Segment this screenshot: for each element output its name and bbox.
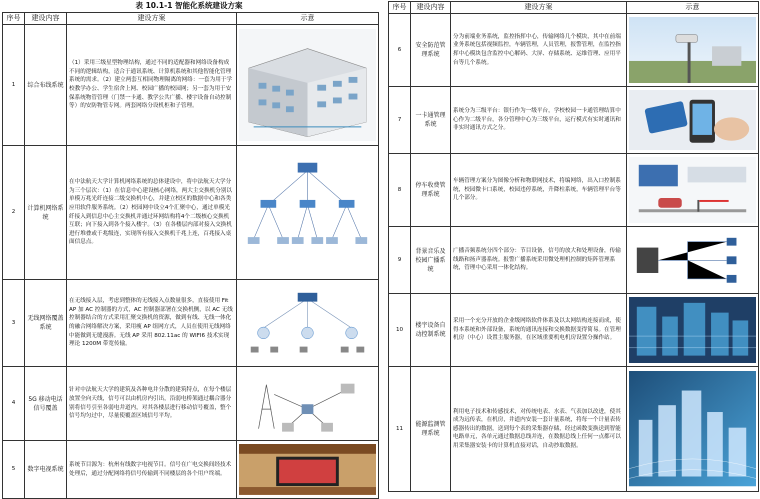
- row-desc: 针对中法航天大学的建筑及各种电井分散的建筑特点，在每个楼层放置全向天线，信号可以由机房内引出，沿弱电桥架通过耦合器分别将信号引至各弱电井道内，对其各楼层进行移动信号覆盖，整个信号均匀过中，尽量使覆盖区域信号平均。: [67, 367, 237, 441]
- row-desc: 利用电子技术和传感技术，对传统电表、水表、气表加以改进，使其成为远传表，在机房，井道内安装一套计量系统，将每一个计量表传感器传出的数据，送到每个表的采集器存储，经过函数变换送到智能电路单元，各单元通过数据总线并连，在数据总线上任何一点都可以用采集器安装卡的计算机直接对话，自动抄取数据。: [451, 367, 627, 492]
- table-row: [3, 25, 379, 146]
- mobile-signal-diagram: [237, 367, 379, 441]
- header-desc: 建设方案: [67, 13, 237, 25]
- row-desc: 在中法航天大学计算机网络系统的总体建设中，将中法航天大学分为三个层次：（1）在信息中心建设核心网络，两大主交换机分别以单模万兆光纤连接二级交换机中心，并建立校区的数据中心和各类应用软件服务系统。（2）校园网中设立4个汇聚中心，通过单模光纤接入到信息中心主交换机并通过环网结构将4个二级核心交换机互联；向下接入到各个接入楼宇。（3）在各楼层内部对接入交换机进行堆叠或千兆级连，实现所有接入交换机千兆上连，百兆接入桌面信息点。: [67, 146, 237, 280]
- card-payment-photo: [627, 87, 759, 154]
- row-desc: 采用一个充分开放的企业级网络软件体系及以太网结构连接而成，使得本系统和外部设备，系统的通讯连接和交换数据变得简易。在管理机房（中心）设置主服务器，在区域重要机电机房设置分操作站。: [451, 294, 627, 367]
- row-name: 背景音乐及校园广播系统: [411, 227, 451, 294]
- row-desc: 广播音频系统分四个部分：节目设备，信号的放大和处理设备，传输线路和扬声器系统。报警广播系统采用微处理机控制的矩阵管理系统，管理中心采用一体化结构。: [451, 227, 627, 294]
- header-seq: 序号: [3, 13, 25, 25]
- row-seq: 2: [3, 146, 25, 280]
- row-name: 停车收费管理系统: [411, 154, 451, 227]
- row-name: 能源监测管理系统: [411, 367, 451, 492]
- row-desc: 在无线接入层，考虑到整体的无线接入点数量很多，直接使用 Fit AP 加 AC 控制器的方式，AC 控制器部署在交换机侧，以 AC 无线控制器结合的方式采用汇聚交换机的资源，做到有线、无线一体化的融合网络解决方案，采用瘦 AP 组网方式，人员在使用无线网络中能做到无缝漫游。无线 AP 采用 802.11ac 的 WIFI6 技术实现理论 1200M 带宽传输。: [67, 280, 237, 367]
- table-row: [389, 367, 759, 492]
- row-name: 数字电视系统: [25, 441, 67, 499]
- row-desc: （1）采用三级星型物理结构，通过不同的适配器和网络设备构成不同的逻辑结构，适合于通讯系统、计算机系统和其他智能化管理系统的需求。（2）建立两套互相同物理隔离的网络：一套为用于学校教学办公、学生宿舍上网、校园广播的校园网；另一套为用于安保系统物管管理（门禁一卡通、教学公共广播、楼宇设备自动控制等）的安防物管专网。两套网络分设机柜和子管理。: [67, 25, 237, 146]
- row-desc: 车辆管理方案分为图像分析和物联网技术，将编网络，出入口控制系统，校园微卡口系统，校园违停系统，升降柱系统，车辆管理平台等几个部分。: [451, 154, 627, 227]
- security-camera-photo: [627, 14, 759, 87]
- header-row: [3, 13, 379, 25]
- row-name: 楼宇设备自动控制系统: [411, 294, 451, 367]
- network-topology-diagram: [237, 146, 379, 280]
- row-seq: 7: [389, 87, 411, 154]
- row-seq: 6: [389, 14, 411, 87]
- row-seq: 10: [389, 294, 411, 367]
- row-name: 5G 移动电话信号覆盖: [25, 367, 67, 441]
- header-image: 示意: [627, 2, 759, 14]
- building-automation-diagram: [627, 294, 759, 367]
- table-row: [3, 280, 379, 367]
- table-row: [389, 14, 759, 87]
- header-name: 建设内容: [411, 2, 451, 14]
- table-row: [3, 367, 379, 441]
- header-desc: 建设方案: [451, 2, 627, 14]
- row-seq: 3: [3, 280, 25, 367]
- row-seq: 8: [389, 154, 411, 227]
- tv-hall-photo: [237, 441, 379, 499]
- parking-system-diagram: [627, 154, 759, 227]
- left-table: [2, 12, 379, 499]
- table-caption: 表 10.1-1 智能化系统建设方案: [135, 1, 243, 10]
- header-image: 示意: [237, 13, 379, 25]
- row-seq: 11: [389, 367, 411, 492]
- row-name: 一卡通管理系统: [411, 87, 451, 154]
- row-desc: 分为前端业务系统，监控指挥中心，传输网络几个模块，其中在前端业务系统包括视频监控，车辆管理，人员管理，报警管理，在监控指挥中心模块包含监控中心解码、大屏、存储系统、运维管理、应用平台等几个系统。: [451, 14, 627, 87]
- table-row: [3, 441, 379, 499]
- row-seq: 9: [389, 227, 411, 294]
- row-desc: 系统分为三级平台：银行作为一级平台，学校校园一卡通管理结算中心作为二级平台，各分管理中心为三级平台，运行模式有实时通讯和非实时通讯方式之分。: [451, 87, 627, 154]
- row-name: 计算机网络系统: [25, 146, 67, 280]
- header-name: 建设内容: [25, 13, 67, 25]
- header-row: [389, 2, 759, 14]
- table-row: [389, 154, 759, 227]
- broadcast-system-diagram: [627, 227, 759, 294]
- header-seq: 序号: [389, 2, 411, 14]
- row-seq: 4: [3, 367, 25, 441]
- row-desc: 系统节目源为：杭州有线数字电视节目。信号在广电交换间经技术处理后，通过分配网络将信号传输到不同楼层的各个用户终端。: [67, 441, 237, 499]
- right-table: [388, 1, 759, 492]
- row-seq: 5: [3, 441, 25, 499]
- row-seq: 1: [3, 25, 25, 146]
- table-row: [389, 227, 759, 294]
- table-row: [3, 146, 379, 280]
- table-row: [389, 87, 759, 154]
- row-name: 安全防范管理系统: [411, 14, 451, 87]
- table-row: [389, 294, 759, 367]
- row-name: 综合布线系统: [25, 25, 67, 146]
- building-cabling-illustration: [237, 25, 379, 146]
- wireless-network-diagram: [237, 280, 379, 367]
- energy-monitoring-photo: [627, 367, 759, 492]
- row-name: 无线网络覆盖系统: [25, 280, 67, 367]
